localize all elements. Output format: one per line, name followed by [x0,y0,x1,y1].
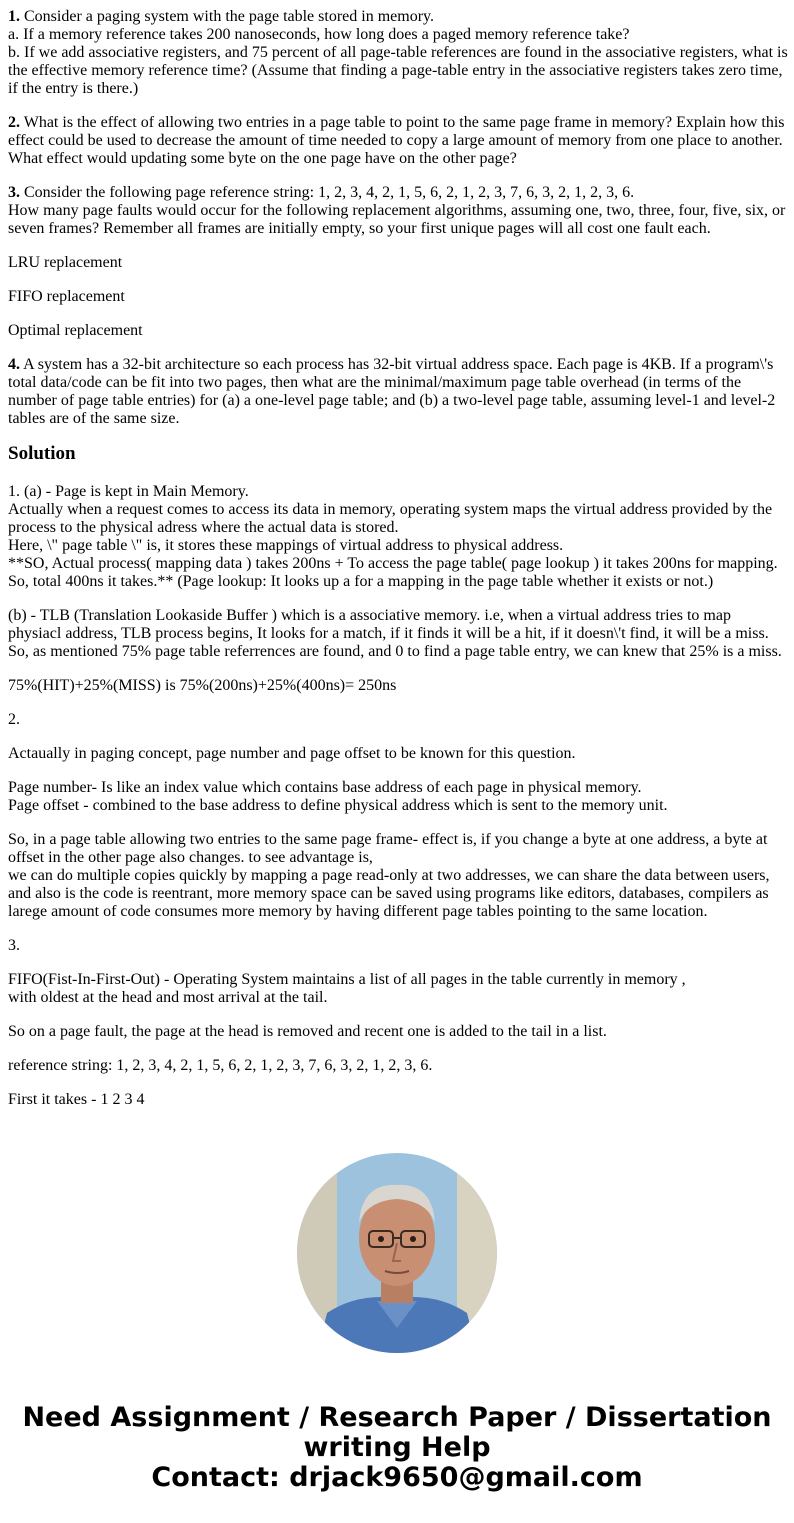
solution-heading: Solution [8,443,76,464]
question-number: 3. [8,184,20,201]
solution-2a: Actaually in paging concept, page number and page offset to be known for this question. [8,745,576,762]
fifo-label: FIFO replacement [8,288,125,305]
question-1: 1. Consider a paging system with the page table stored in memory. a. If a memory reference takes 200 nanoseconds, how long does a paged memory reference take? b. If we add associative registers, and 75 percent of all page-table references are found in the associative registers, what is the effective memory reference time? (Assume that finding a page-table entry in the associative registers takes zero time, if the entry is there.) [8,8,788,97]
avatar [297,1153,497,1353]
solution-2b: Page number- Is like an index value which contains base address of each page in physical memory. Page offset - combined to the base address to define physical address which is sent to the memory unit. [8,779,668,814]
solution-3b: So on a page fault, the page at the head is removed and recent one is added to the tail in a list. [8,1023,607,1040]
avatar-portrait-icon [297,1153,497,1353]
footer-line: writing Help [303,1432,491,1463]
solution-1a: 1. (a) - Page is kept in Main Memory. Actually when a request comes to access its data in memory, operating system maps the virtual address provided by the process to the physical adress where the actual data is stored. Here, \" page table \" is, it stores these mappings of virtual address to physical address. **SO, Actual process( mapping data ) takes 200ns + To access the page table( page lookup ) it takes 200ns for mapping. So, total 400ns it takes.** (Page lookup: It looks up a for a mapping in the page table whether it exists or not.) [8,483,778,590]
footer-line: Need Assignment / Research Paper / Dissertation [22,1402,772,1433]
question-2: 2. What is the effect of allowing two entries in a page table to point to the same page frame in memory? Explain how this effect could be used to decrease the amount of time needed to copy a large amount of memory from one place to another. What effect would updating some byte on the one page have on the other page? [8,114,785,167]
solution-2c: So, in a page table allowing two entries to the same page frame- effect is, if you change a byte at one address, a byte at offset in the other page also changes. to see advantage is, we can do multiple copies quickly by mapping a page read-only at two addresses, we can share the data between users, and also is the code is reentrant, more memory space can be saved using programs like editors, databases, compilers as larege amount of code consumes more memory by having different page tables pointing to the same location. [8,831,770,920]
lru-label: LRU replacement [8,254,123,271]
question-3: 3. Consider the following page reference string: 1, 2, 3, 4, 2, 1, 5, 6, 2, 1, 2, 3, 7, 6, 3, 2, 1, 2, 3, 6. How many page faults would occur for the following replacement algorithms, assuming one, two, three, four, five, six, or seven frames? Remember all frames are initially empty, so your first unique pages will all cost one fault each. [8,184,786,237]
solution-3-number: 3. [8,937,20,954]
solution-3d: First it takes - 1 2 3 4 [8,1091,145,1108]
document-body [8,8,788,1125]
solution-1c: 75%(HIT)+25%(MISS) is 75%(200ns)+25%(400ns)= 250ns [8,677,397,694]
contact-email: Contact: drjack9650@gmail.com [151,1462,643,1493]
question-number: 1. [8,8,20,25]
solution-1b: (b) - TLB (Translation Lookaside Buffer ) which is a associative memory. i.e, when a virtual address tries to map physiacl address, TLB process begins, It looks for a match, if it finds it will be a hit, if it doesn\'t find, it will be a miss. So, as mentioned 75% page table referrences are found, and 0 to find a page table entry, we can knew that 25% is a miss. [8,607,782,660]
question-4: 4. A system has a 32-bit architecture so each process has 32-bit virtual address space. Each page is 4KB. If a program\'s total data/code can be fit into two pages, then what are the minimal/maximum page table overhead (in terms of the number of page table entries) for (a) a one-level page table; and (b) a two-level page table, assuming level-1 and level-2 tables are of the same size. [8,356,776,427]
optimal-label: Optimal replacement [8,322,143,339]
question-number: 2. [8,114,20,131]
solution-3c: reference string: 1, 2, 3, 4, 2, 1, 5, 6, 2, 1, 2, 3, 7, 6, 3, 2, 1, 2, 3, 6. [8,1057,433,1074]
question-number: 4. [8,356,20,373]
help-footer [0,1403,794,1493]
solution-3a: FIFO(Fist-In-First-Out) - Operating System maintains a list of all pages in the table currently in memory , with oldest at the head and most arrival at the tail. [8,971,686,1006]
solution-2-number: 2. [8,711,20,728]
